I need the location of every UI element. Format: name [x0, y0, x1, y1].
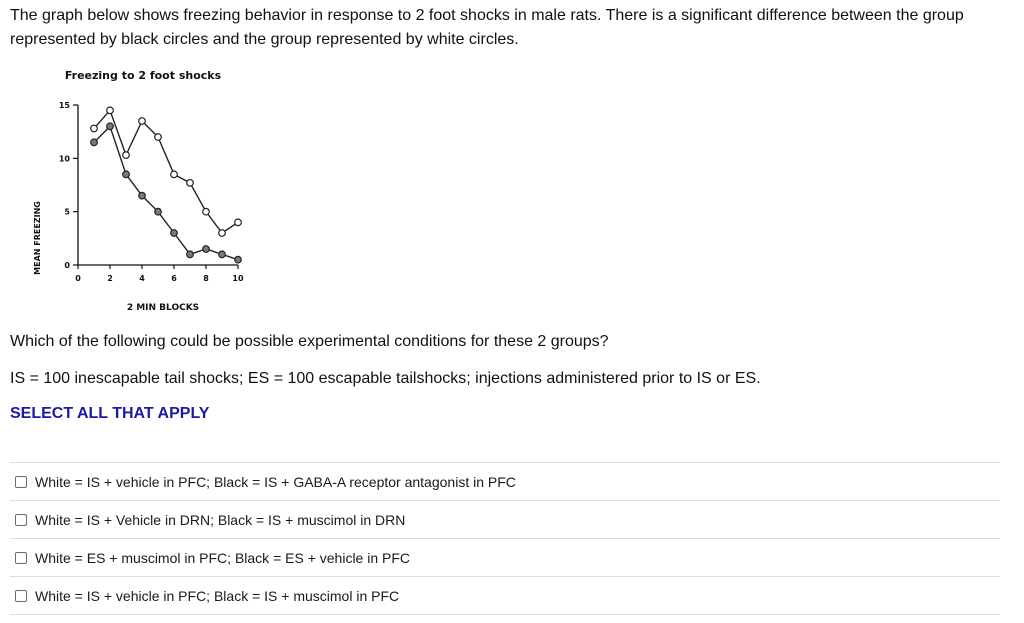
x-tick-label: 2	[107, 274, 113, 283]
answer-options	[10, 462, 1000, 615]
option-3[interactable]	[10, 539, 1000, 577]
x-tick-label: 4	[139, 274, 145, 283]
option-3-checkbox[interactable]	[15, 552, 27, 564]
option-4[interactable]	[10, 577, 1000, 615]
option-1-label[interactable]: White = IS + vehicle in PFC; Black = IS + GABA-A receptor antagonist in PFC	[35, 473, 516, 490]
white-series-point	[219, 230, 226, 237]
y-tick-label: 10	[58, 154, 70, 164]
white-series-point	[203, 208, 210, 215]
y-tick-label: 0	[64, 261, 70, 270]
y-tick-label: 15	[58, 101, 70, 110]
option-2-checkbox[interactable]	[15, 514, 27, 526]
option-1-checkbox[interactable]	[15, 476, 27, 488]
black-series-point	[187, 251, 194, 258]
y-tick-label: 5	[64, 207, 70, 217]
white-series-point	[235, 219, 242, 226]
black-series-point	[155, 208, 162, 215]
option-3-label[interactable]: White = ES + muscimol in PFC; Black = ES + vehicle in PFC	[35, 549, 411, 566]
white-series-point	[123, 152, 130, 159]
option-1[interactable]	[10, 463, 1000, 501]
x-tick-label: 8	[203, 274, 209, 283]
option-2[interactable]	[10, 501, 1000, 539]
black-series-point	[219, 251, 226, 258]
white-series-point	[187, 180, 194, 187]
freezing-chart	[0, 60, 260, 320]
black-series-point	[171, 230, 178, 237]
white-series-point	[107, 107, 114, 114]
white-series-point	[171, 171, 178, 178]
x-tick-label: 0	[75, 274, 81, 283]
option-4-checkbox[interactable]	[15, 590, 27, 602]
black-series-point	[107, 123, 114, 130]
white-series-point	[155, 134, 162, 141]
chart-title: Freezing to 2 foot shocks	[64, 69, 222, 82]
select-all-instruction: SELECT ALL THAT APPLY	[10, 405, 210, 422]
white-series-point	[139, 118, 146, 125]
white-series-point	[91, 125, 98, 132]
black-series-line	[94, 126, 238, 259]
black-series-point	[139, 192, 146, 199]
x-axis-label: 2 MIN BLOCKS	[126, 303, 200, 313]
y-axis-label: MEAN FREEZING	[33, 201, 42, 275]
black-series-point	[123, 171, 130, 178]
option-2-label[interactable]: White = IS + Vehicle in DRN; Black = IS + muscimol in DRN	[35, 511, 406, 528]
question-text: Which of the following could be possible experimental conditions for these 2 groups?	[10, 333, 609, 350]
definitions-text: IS = 100 inescapable tail shocks; ES = 100 escapable tailshocks; injections administered prior to IS or ES.	[10, 370, 761, 387]
option-4-label[interactable]: White = IS + vehicle in PFC; Black = IS + muscimol in PFC	[35, 587, 400, 604]
black-series-point	[235, 256, 242, 263]
black-series-point	[203, 246, 210, 253]
intro-text: The graph below shows freezing behavior in response to 2 foot shocks in male rats. There is a significant difference between the group represented by black circles and the group represented by white circles.	[10, 7, 964, 48]
x-tick-label: 6	[171, 274, 177, 283]
x-tick-label: 10	[232, 274, 244, 283]
white-series-line	[94, 110, 238, 233]
black-series-point	[91, 139, 98, 146]
